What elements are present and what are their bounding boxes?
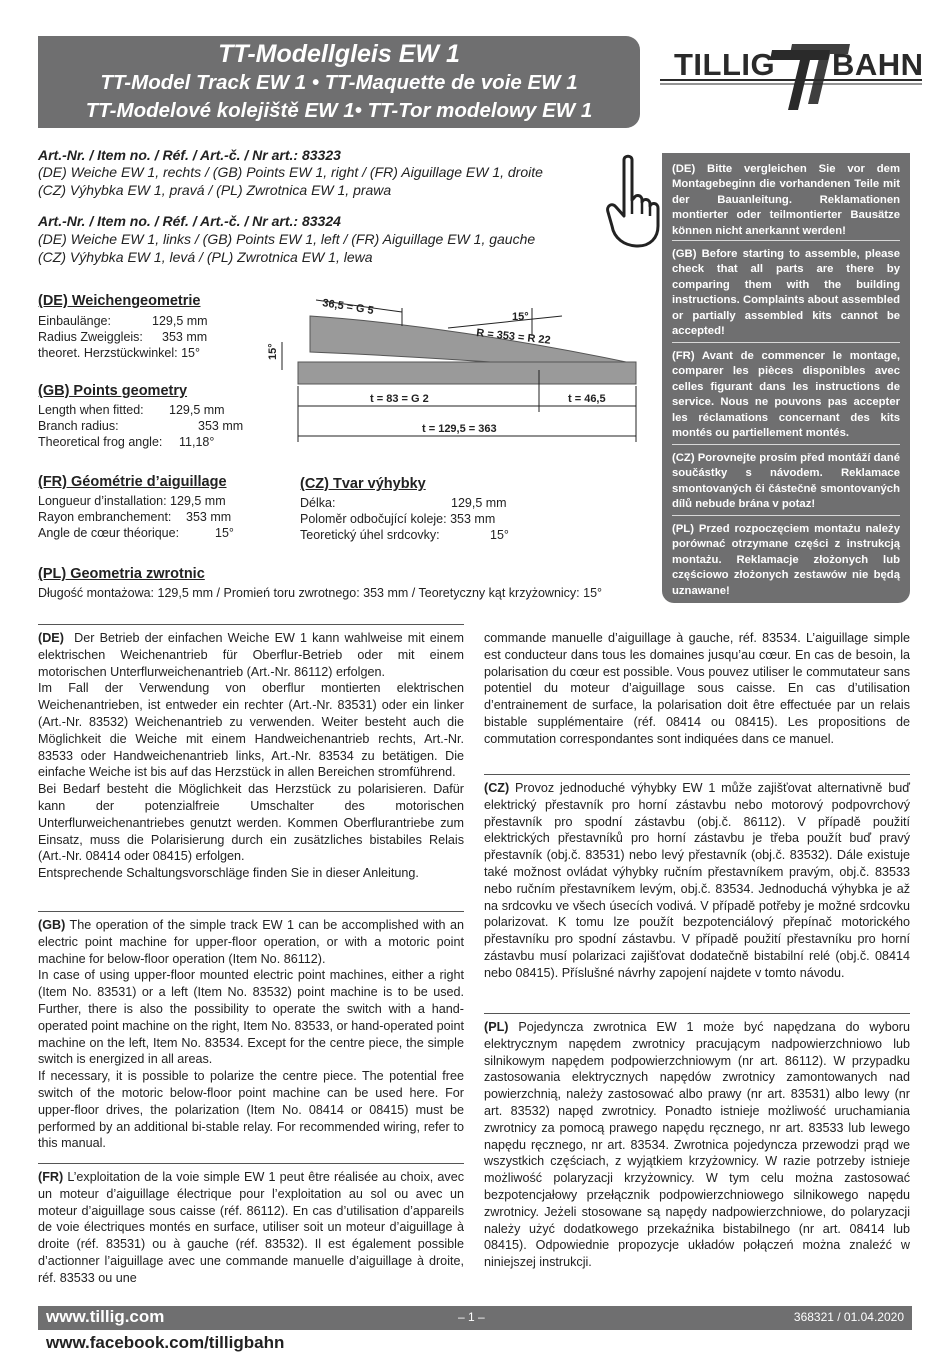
label-rest: t = 46,5 (568, 393, 606, 405)
straight-track (298, 362, 636, 384)
geometry-fr-row: Rayon embranchement: 353 mm (38, 510, 232, 524)
label-angle-left: 15° (267, 343, 279, 360)
section-rule (484, 1013, 910, 1014)
notice-cz: (CZ) Porovnejte prosím před montáží dané součástky s návodem. Reklamace smontovaných či částečně smontovaných dílů nebude brána v potaz! (672, 452, 900, 511)
notice-divider (672, 342, 900, 343)
section-pl: (PL) Pojedyncza zwrotnica EW 1 może być napędzana do wyboru elektrycznym napędem zwrotnicy pracującym nadpowierzchniowo lub silnikowym napędem podpowierzchniowym (nr art. 86112). W przypadku zastosowania elektrycznych napędów zwrotnicy zamontowanych nad powierzchnią, należy zastosować albo prawy (nr art. 83531) albo lewy (nr art. 83532) napęd zwrotnicy. Ponadto istnieje możliwość uruchamiania zwrotnicy za pomocą prawego napędu ręcznego, nr art. 83533 lub lewego napędu ręcznego, nr art. 83534. Zwrotnica pojedyncza przewodzi prąd we wszystkich częściach, z wyjątkiem krzyżownicy. W razie potrzeby istnieje możliwość polaryzacji krzyżownicy. W tym celu można zastosować bezpotencjałowy przełącznik podpowierzchniowego silnikowego napędu zwrotnicy. Jeżeli stosowane są napędy nadpowierzchniowe, do polaryzacji należy użyć dodatkowego przekaźnika bistabilnego (nr art. 08414 lub 08415). Odpowiednie propozycje układów połączeń można znaleźć w niniejszej instrukcji. (484, 1020, 910, 1270)
geometry-cz-row: Délka: 129,5 mm (300, 496, 507, 510)
article-83324-line2: (CZ) Výhybka EW 1, levá / (PL) Zwrotnica EW 1, lewa (38, 249, 373, 265)
facebook-link[interactable]: www.facebook.com/tilligbahn (46, 1333, 285, 1352)
geometry-gb-row: Length when fitted: 129,5 mm (38, 403, 225, 417)
geometry-de-row: theoret. Herzstückwinkel: 15° (38, 346, 201, 360)
label-angle-top: 15° (512, 311, 529, 323)
section-gb-tag: (GB) (38, 918, 66, 932)
geometry-gb-row: Branch radius: 353 mm (38, 419, 244, 433)
article-83323-line2: (CZ) Výhybka EW 1, pravá / (PL) Zwrotnica EW 1, prawa (38, 182, 392, 198)
tillig-bahn-logo (660, 40, 922, 112)
section-rule (38, 624, 464, 625)
section-rule (38, 1163, 464, 1164)
logo-word-right: BAHN (832, 47, 924, 82)
article-83324-line1: (DE) Weiche EW 1, links / (GB) Points EW 1, left / (FR) Aiguillage EW 1, gauche (38, 231, 536, 247)
title-banner (38, 36, 640, 128)
label-radius: R = 353 = R 22 (475, 327, 552, 347)
geometry-de-row: Radius Zweiggleis: 353 mm (38, 330, 208, 344)
geometry-fr-heading: (FR) Géométrie d’aiguillage (38, 474, 227, 490)
title-gb-fr: TT-Model Track EW 1 • TT-Maquette de voie EW 1 (100, 71, 578, 94)
section-de-tag: (DE) (38, 631, 64, 645)
website-link[interactable]: www.tillig.com (46, 1307, 165, 1326)
geometry-pl-heading: (PL) Geometria zwrotnic (38, 566, 205, 582)
section-cz: (CZ) Provoz jednoduché výhybky EW 1 může zajišťovat alternativně buď elektrický přestavník pro horní zástavbu nebo motorový podpovrchový přestavník pro spodní zástavbu (obj.č. 86112). V případě použití elektrických přestavníků pro horní zástavbu je třeba použít buď pravý přestavník (obj.č. 83531) nebo levý přestavník (obj.č. 83532). Dále existuje také možnost ovládat výhybky ručním přestavníkem pravým, obj.č. 83533 nebo ručním přestavníkem levým, obj.č. 83534. Jednoduchá výhybka je až na srdcovku ve všech úsecích vodivá. V případě potřeby je možné srdcovku polarizovat. K tomu lze použít bezpotenciálový přepínač motorického přestavníku pro spodní zástavbu. V případě použití přestavníku pro horní zástavbu musí polarizaci zajišťovat dodatečně bistabilní relé (obj.č. 08414 nebo 08415). Příslušné návrhy zapojení najdete v tomto návodu. (484, 781, 911, 980)
logo-word-left: TILLIG (674, 47, 776, 82)
section-fr: (FR) L’exploitation de la voie simple EW 1 peut être réalisée au choix, avec un moteur d’aiguillage électrique pour l’exploitation au sol ou avec un moteur d’aiguillage sous caisse (réf. 86112). En cas d’utilisation d’appareils de voie électriques montés en surface, utiliser soit un moteur d’aiguillage à droite (réf. 83531) ou à gauche (réf. 83532). Il est également possible d’actionner l’aiguillage avec une commande manuelle d’aiguillage à droite, réf. 83533 ou une (38, 1170, 464, 1285)
geometry-cz-row: Poloměr odbočující koleje: 353 mm (300, 512, 496, 526)
section-fr-tag: (FR) (38, 1170, 64, 1184)
geometry-gb-row: Theoretical frog angle: 11,18° (38, 435, 215, 449)
geometry-gb-heading: (GB) Points geometry (38, 383, 188, 399)
notice-fr: (FR) Avant de commencer le montage, comparer les pièces disponibles avec celles figurant dans les instructions de service. Nous ne pouvons pas accepter les réclamations concernant des kits montés ou partiellement montés. (672, 350, 900, 440)
title-cz-pl: TT-Modelové kolejiště EW 1• TT-Tor modelowy EW 1 (85, 99, 593, 122)
section-rule (484, 774, 910, 775)
article-83323-label: Art.-Nr. / Item no. / Réf. / Art.-č. / Nr art.: 83323 (38, 147, 341, 163)
notice-gb: (GB) Before starting to assemble, please check that all parts are there by comparing them with the building instructions. Complaints about assembled or partially assembled kits cannot be accepted! (672, 248, 900, 338)
article-83324-label: Art.-Nr. / Item no. / Réf. / Art.-č. / Nr art.: 83324 (38, 213, 341, 229)
section-gb: (GB) The operation of the simple track EW 1 can be accomplished with an electric point machine for upper-floor operation, or with a motoric point machine for below-floor operation (Item No. 86112). In case of using upper-floor mounted electric point machines, either a right (Item No. 83531) or a left (Item No. 83532) point machine is to be used. Further, there is also the possibility to operate the switch with a hand-operated point machine on the right, Item No. 83533, or hand-operated point machine on the left, Item No. 83534. Except for the centre piece, the simple switch is energized in all areas. If necessary, it is possible to polarize the centre piece. The potential free switch of the motoric below-floor point machine can be used here. For upper-floor drives, the polarization (Item No. 08414 or 08415) must be performed by an additional bi-stable relay. For recommended wiring, refer to this manual. (38, 918, 465, 1151)
geometry-fr-row: Longueur d’installation: 129,5 mm (38, 494, 226, 508)
label-g5: 36,5 = G 5 (321, 297, 375, 318)
label-total: t = 129,5 = 363 (422, 423, 497, 435)
section-de: (DE) Der Betrieb der einfachen Weiche EW 1 kann wahlweise mit einem elektrischen Weichenantrieb für Oberflur-Betrieb oder mit einem motorischen Unterflurweichenantrieb (Art.-Nr. 86112) erfolgen. Im Fall der Verwendung von oberflur montierten elektrischen Weichenantrieben, ist entweder ein rechter (Art.-Nr. 83531) oder ein linker (Art.-Nr. 83532) Weichenantrieb zu verwenden. Weiter besteht auch die Möglichkeit die Weiche mit einem Handweichenantrieb rechts, Art.-Nr. 83533 oder Handweichenantrieb links, Art.-Nr. 83534 zu betätigen. Die einfache Weiche ist bis auf das Herzstück in allen Bereichen stromführend. Bei Bedarf besteht die Möglichkeit das Herzstück zu polarisieren. Dafür kann der potenzialfreie Umschalter des motorischen Unterflurweichenantriebes genutzt werden. Kommen Oberflurantriebe zum Einsatz, muss die Polarisierung durch ein zusätzliches bistabiles Relais (Art.-Nr. 08414 oder 08415) erfolgen. Entsprechende Schaltungsvorschläge finden Sie in dieser Anleitung. (38, 631, 465, 881)
article-83323-line1: (DE) Weiche EW 1, rechts / (GB) Points EW 1, right / (FR) Aiguillage EW 1, droite (38, 164, 543, 180)
section-pl-tag: (PL) (484, 1020, 509, 1034)
geometry-de-row: Einbaulänge: 129,5 mm (38, 314, 208, 328)
points-geometry-diagram (262, 286, 652, 444)
notice-divider (672, 515, 900, 516)
geometry-fr-row: Angle de cœur théorique: 15° (38, 526, 234, 540)
geometry-cz-row: Teoretický úhel srdcovky: 15° (300, 528, 509, 542)
page-number: – 1 – (458, 1310, 485, 1324)
geometry-cz-heading: (CZ) Tvar výhybky (300, 476, 426, 492)
label-g2: t = 83 = G 2 (370, 393, 429, 405)
notice-divider (672, 240, 900, 241)
pointing-hand-icon (604, 154, 662, 250)
section-fr-continued: commande manuelle d’aiguillage à gauche, réf. 83534. L’aiguillage simple est conducteur dans tous les domaines jusqu’au cœur. En cas de besoin, la polarisation du cœur est possible. Vous pouvez utiliser le commutateur sans potentiel du moteur d’aiguillage sous caisse. En cas d’utilisation d’entrainement de surface, la polarisation doit être effectuée par un relais bistable supplémentaire (réf. 08414 ou 08415). Les propositions de commutation correspondantes sont indiquées dans ce manuel. (484, 631, 910, 746)
footer-bar (38, 1306, 912, 1330)
notice-pl: (PL) Przed rozpoczęciem montażu należy porównać otrzymane części z instrukcją montażu. Reklamacje złożonych lub częściowo złożonych zestawów nie będą uznawane! (672, 523, 900, 597)
section-cz-tag: (CZ) (484, 781, 510, 795)
document-code: 368321 / 01.04.2020 (793, 1310, 904, 1324)
geometry-pl-line: Długość montażowa: 129,5 mm / Promień toru zwrotnego: 353 mm / Teoretyczny kąt krzyżownicy: 15° (38, 586, 603, 600)
notice-de: (DE) Bitte vergleichen Sie vor dem Montagebeginn die vorhandenen Teile mit der Bauanleitung. Reklamationen montierter oder teilmontierter Bausätze können nicht anerkannt werden! (672, 163, 900, 237)
geometry-de-heading: (DE) Weichengeometrie (38, 293, 201, 309)
notice-divider (672, 444, 900, 445)
section-rule (38, 911, 464, 912)
assembly-notice-box (662, 153, 910, 603)
title-de: TT-Modellgleis EW 1 (218, 40, 460, 68)
